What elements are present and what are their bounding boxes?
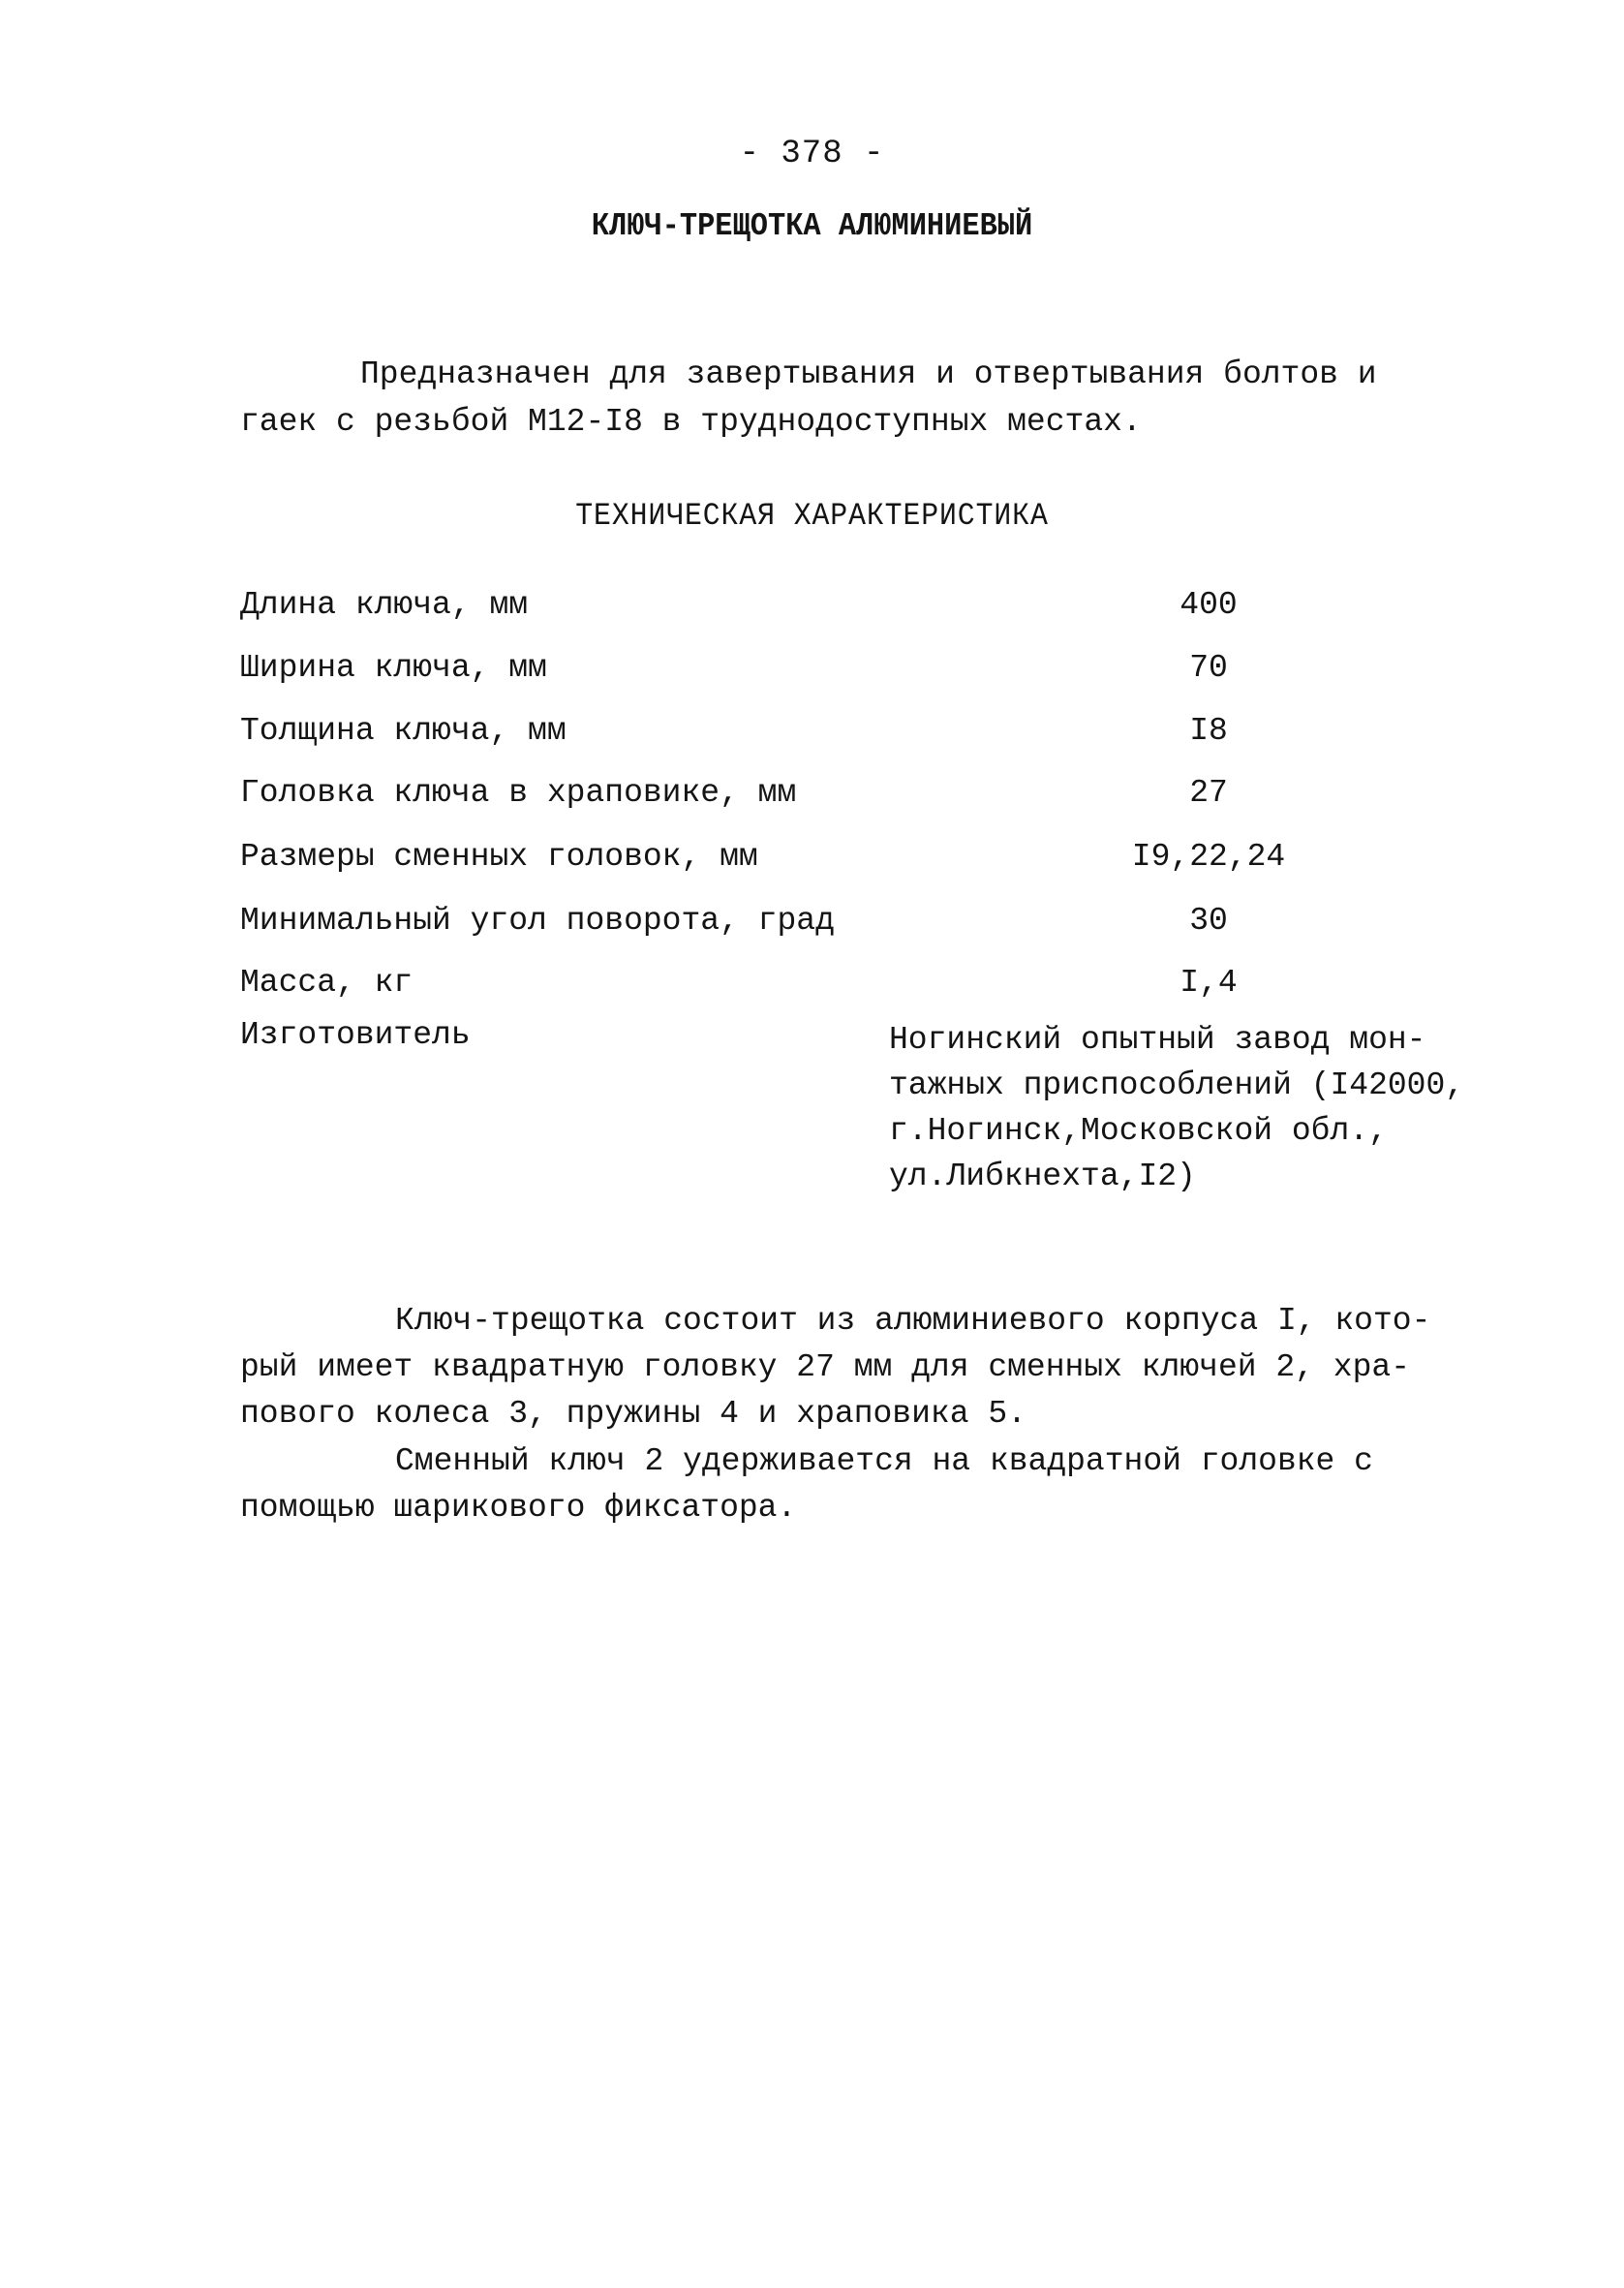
manufacturer-line: г.Ногинск,Московской обл.,	[889, 1113, 1388, 1149]
spec-label: Минимальный угол поворота, град	[240, 903, 835, 939]
spec-value: I8	[1189, 713, 1228, 749]
spec-value: 30	[1189, 903, 1228, 939]
manufacturer-line: тажных приспособлений (I42000,	[889, 1067, 1465, 1103]
paragraph-line: пового колеса 3, пружины 4 и храповика 5.	[240, 1396, 1026, 1432]
spec-row	[240, 775, 1499, 823]
manufacturer-address	[889, 1017, 1464, 1199]
spec-label: Толщина ключа, мм	[240, 713, 567, 749]
spec-value: 70	[1189, 650, 1228, 686]
intro-line: гаек с резьбой М12-I8 в труднодоступных местах.	[240, 404, 1142, 440]
spec-row	[240, 587, 1499, 635]
manufacturer-line: Ногинский опытный завод мон-	[889, 1022, 1426, 1058]
manufacturer-line: ул.Либкнехта,I2)	[889, 1159, 1196, 1194]
paragraph-line: Сменный ключ 2 удерживается на квадратной головке с	[395, 1443, 1373, 1479]
intro-paragraph	[240, 351, 1422, 446]
spec-row	[240, 713, 1499, 761]
spec-row	[240, 650, 1499, 698]
intro-line: Предназначен для завертывания и отвертывания болтов и	[360, 356, 1377, 392]
page-number: - 378 -	[739, 136, 885, 172]
description-paragraph-1	[240, 1298, 1470, 1438]
spec-heading: ТЕХНИЧЕСКАЯ ХАРАКТЕРИСТИКА	[575, 498, 1049, 534]
spec-label: Ширина ключа, мм	[240, 650, 547, 686]
paragraph-line: рый имеет квадратную головку 27 мм для сменных ключей 2, хра-	[240, 1349, 1410, 1385]
spec-label: Длина ключа, мм	[240, 587, 529, 623]
spec-label: Размеры сменных головок, мм	[240, 839, 758, 875]
spec-row	[240, 903, 1499, 951]
spec-value: I,4	[1180, 965, 1238, 1001]
paragraph-line: Ключ-трещотка состоит из алюминиевого корпуса I, кото-	[395, 1303, 1431, 1339]
document-title: КЛЮЧ-ТРЕЩОТКА АЛЮМИНИЕВЫЙ	[591, 208, 1033, 244]
paragraph-line: помощью шарикового фиксатора.	[240, 1490, 797, 1526]
spec-label: Головка ключа в храповике, мм	[240, 775, 797, 811]
description-paragraph-2	[240, 1438, 1470, 1531]
spec-row	[240, 965, 1499, 1013]
spec-value: 27	[1189, 775, 1228, 811]
spec-row	[240, 839, 1499, 887]
manufacturer-label: Изготовитель	[240, 1017, 471, 1053]
spec-value: 400	[1180, 587, 1238, 623]
spec-value: I9,22,24	[1131, 839, 1286, 875]
spec-label: Масса, кг	[240, 965, 414, 1001]
